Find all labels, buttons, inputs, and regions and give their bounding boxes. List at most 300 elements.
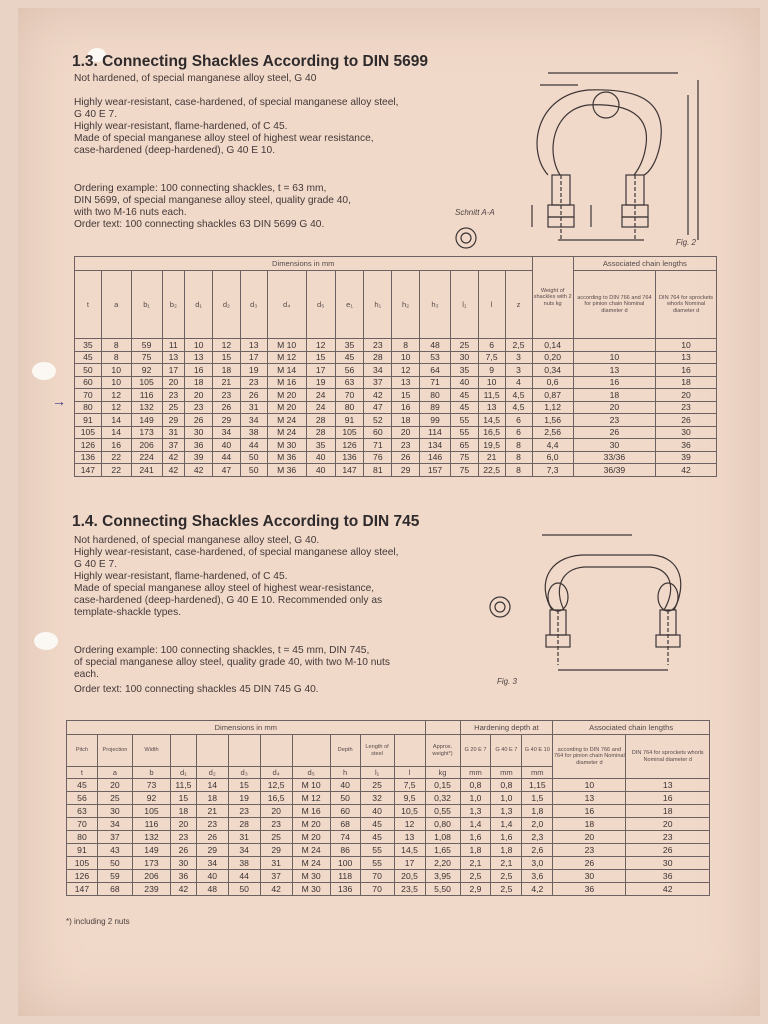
table-cell: 36 — [626, 870, 710, 883]
din5699-dimensions-table — [74, 256, 717, 477]
table-cell: 70 — [360, 870, 394, 883]
table-cell: 15 — [213, 351, 241, 364]
column-header: h₂ — [392, 271, 420, 339]
table-cell: 2,5 — [505, 339, 532, 352]
table-cell: 55 — [450, 414, 478, 427]
punch-hole — [34, 632, 58, 650]
text-line: Order text: 100 connecting shackles 45 DIN 745 G 40. — [74, 684, 319, 695]
table-cell: 23 — [240, 376, 267, 389]
table-cell: 30 — [171, 857, 197, 870]
table-cell: 26 — [656, 414, 717, 427]
table-cell: 70 — [67, 818, 98, 831]
table-cell: 10 — [553, 779, 626, 792]
table-cell: 0,20 — [532, 351, 573, 364]
table-cell: 25 — [162, 401, 185, 414]
table-cell: 17 — [162, 364, 185, 377]
table-cell: 36 — [185, 439, 213, 452]
table-cell: M 20 — [267, 389, 306, 402]
table-cell: 105 — [335, 426, 364, 439]
section-title-din5699: 1.3. Connecting Shackles According to DIN 5699 — [72, 53, 429, 70]
table-cell: 18 — [213, 364, 241, 377]
column-header: l₁ — [360, 767, 394, 779]
table-cell: 35 — [75, 339, 102, 352]
table-cell: 173 — [131, 426, 162, 439]
table-cell: 33/36 — [573, 451, 655, 464]
table-cell: 70 — [335, 389, 364, 402]
table-cell: 44 — [240, 439, 267, 452]
column-header: mm — [460, 767, 491, 779]
table-cell: 30 — [185, 426, 213, 439]
table-cell: 23 — [196, 818, 228, 831]
table-cell: 71 — [420, 376, 451, 389]
table-cell: 59 — [97, 870, 132, 883]
column-header: e₁ — [335, 271, 364, 339]
column-header: d₅ — [306, 271, 335, 339]
column-header: d₅ — [292, 767, 330, 779]
table-cell: M 12 — [292, 792, 330, 805]
table-cell: 0,8 — [460, 779, 491, 792]
table-cell: 26 — [196, 831, 228, 844]
table-cell: M 20 — [292, 831, 330, 844]
table-cell: 12 — [101, 401, 131, 414]
table-cell: 60 — [75, 376, 102, 389]
table-cell: 29 — [260, 844, 292, 857]
table-cell: 80 — [75, 401, 102, 414]
table-cell: 18 — [171, 805, 197, 818]
table-cell: 118 — [330, 870, 360, 883]
table-cell: 59 — [131, 339, 162, 352]
table-cell: 75 — [131, 351, 162, 364]
table-cell: 13 — [394, 831, 425, 844]
head-cell: G 40 E 10 — [522, 735, 553, 767]
table-cell: 16 — [656, 364, 717, 377]
section2-order — [74, 645, 494, 696]
table-cell: 17 — [306, 364, 335, 377]
table-cell: 20 — [171, 818, 197, 831]
table-cell: 105 — [75, 426, 102, 439]
table-cell: 20 — [260, 805, 292, 818]
table-cell: 8 — [101, 351, 131, 364]
table-cell: 76 — [364, 451, 392, 464]
table-cell: 1,08 — [425, 831, 460, 844]
table-cell: 45 — [450, 401, 478, 414]
table-cell: 4 — [505, 376, 532, 389]
table-row — [67, 844, 710, 857]
text-line: Highly wear-resistant, case-hardened, of special manganese alloy steel, — [74, 547, 399, 558]
table-cell: 147 — [75, 464, 102, 477]
table-cell: 40 — [196, 870, 228, 883]
table-cell: 126 — [75, 439, 102, 452]
table-cell: 70 — [75, 389, 102, 402]
section2-description — [74, 535, 494, 619]
table-cell: 40 — [306, 451, 335, 464]
table-cell: 1,65 — [425, 844, 460, 857]
weight-header: Weight of shackles with 2 nuts kg — [532, 257, 573, 339]
table-cell: 2,0 — [522, 818, 553, 831]
table-cell: 14,5 — [394, 844, 425, 857]
table-cell: 1,4 — [491, 818, 522, 831]
table-cell: 16 — [553, 805, 626, 818]
table-cell: 35 — [306, 439, 335, 452]
table-cell: 8 — [505, 451, 532, 464]
table-cell: 15 — [228, 779, 260, 792]
table-row — [75, 351, 717, 364]
table-cell: 23 — [553, 844, 626, 857]
table-cell: 23 — [626, 831, 710, 844]
table-cell: M 16 — [292, 805, 330, 818]
table-cell: 4,2 — [522, 883, 553, 896]
figure-label: Fig. 2 — [676, 238, 697, 247]
table-cell: 4,5 — [505, 389, 532, 402]
text-line: Not hardened, of special manganese alloy steel, G 40. — [74, 535, 320, 546]
table-cell: 35 — [335, 339, 364, 352]
figure-label: Fig. 3 — [497, 677, 518, 686]
chain-subheader: according to DIN 766 and 764 for pinion chain Nominal diameter d — [553, 735, 626, 779]
table-cell: M 20 — [267, 401, 306, 414]
table-cell: 3,6 — [522, 870, 553, 883]
column-header: d₁ — [185, 271, 213, 339]
table-cell: 6,0 — [532, 451, 573, 464]
table-cell: 50 — [97, 857, 132, 870]
text-line: Ordering example: 100 connecting shackles, t = 45 mm, DIN 745, — [74, 645, 370, 656]
table-cell: 13 — [185, 351, 213, 364]
table-cell: 147 — [67, 883, 98, 896]
table-cell: 18 — [553, 818, 626, 831]
table-cell: 63 — [335, 376, 364, 389]
table-row — [67, 818, 710, 831]
table-cell: 239 — [132, 883, 170, 896]
table-cell: 149 — [131, 414, 162, 427]
table-cell: 44 — [213, 451, 241, 464]
table-cell: M 24 — [292, 844, 330, 857]
table-cell: 91 — [335, 414, 364, 427]
table-cell: M 12 — [267, 351, 306, 364]
table-group-header: Dimensions in mm — [75, 257, 533, 271]
table-cell: 92 — [131, 364, 162, 377]
table-cell: 19 — [240, 364, 267, 377]
table-cell: 18 — [656, 376, 717, 389]
table-cell: M 10 — [292, 779, 330, 792]
table-row — [75, 401, 717, 414]
text-line: Ordering example: 100 connecting shackles, t = 63 mm, — [74, 183, 327, 194]
table-cell: 7,3 — [532, 464, 573, 477]
table-cell: 26 — [573, 426, 655, 439]
table-cell: 1,4 — [460, 818, 491, 831]
table-cell: 24 — [306, 401, 335, 414]
table-cell: 18 — [196, 792, 228, 805]
table-cell: 10 — [656, 339, 717, 352]
table-cell: 13 — [573, 364, 655, 377]
column-header: kg — [425, 767, 460, 779]
table-cell: 105 — [67, 857, 98, 870]
table-cell: 3,0 — [522, 857, 553, 870]
table-cell: 42 — [626, 883, 710, 896]
shackle-drawing-fig3 — [482, 515, 702, 685]
table-cell: 136 — [335, 451, 364, 464]
table-cell: 4,5 — [505, 401, 532, 414]
table-cell: 42 — [162, 451, 185, 464]
table-cell: 10 — [573, 351, 655, 364]
table-cell: 30 — [553, 870, 626, 883]
table-row — [75, 376, 717, 389]
table-cell: 1,0 — [491, 792, 522, 805]
table-cell: 1,15 — [522, 779, 553, 792]
table-cell: 26 — [185, 414, 213, 427]
table-cell: 1,6 — [491, 831, 522, 844]
table-cell: 15 — [171, 792, 197, 805]
table-cell: 45 — [75, 351, 102, 364]
text-line: of special manganese alloy steel, quality grade 40, with two M-10 nuts — [74, 657, 390, 668]
table-cell: 45 — [67, 779, 98, 792]
column-header: t — [67, 767, 98, 779]
column-header: b — [132, 767, 170, 779]
table-cell: 6 — [505, 426, 532, 439]
table-cell: 12,5 — [260, 779, 292, 792]
table-footnote: *) including 2 nuts — [66, 917, 130, 926]
table-cell: 17 — [240, 351, 267, 364]
table-cell: 30 — [626, 857, 710, 870]
table-cell: 26 — [626, 844, 710, 857]
table-cell: 42 — [260, 883, 292, 896]
table-cell: 8 — [392, 339, 420, 352]
table-cell: 31 — [260, 857, 292, 870]
table-cell: M 10 — [267, 339, 306, 352]
section-label: Schnitt A-A — [455, 208, 495, 217]
table-row — [75, 464, 717, 477]
table-cell: 105 — [131, 376, 162, 389]
table-cell: 22 — [101, 451, 131, 464]
table-cell: 7,5 — [478, 351, 505, 364]
table-cell: 40 — [450, 376, 478, 389]
head-cell: Width — [132, 735, 170, 767]
table-cell: 14,5 — [478, 414, 505, 427]
table-cell: 60 — [330, 805, 360, 818]
table-cell: 0,8 — [491, 779, 522, 792]
table-cell: 28 — [364, 351, 392, 364]
table-cell: 20 — [185, 389, 213, 402]
table-cell: M 20 — [292, 818, 330, 831]
table-cell: 10 — [185, 339, 213, 352]
table-cell: 42 — [162, 464, 185, 477]
table-cell: 12 — [392, 364, 420, 377]
table-cell: 2,56 — [532, 426, 573, 439]
table-cell: 75 — [450, 464, 478, 477]
punch-hole — [32, 362, 56, 380]
table-cell: 30 — [573, 439, 655, 452]
table-cell: 31 — [228, 831, 260, 844]
column-header: d₁ — [171, 767, 197, 779]
table-cell: M 24 — [267, 426, 306, 439]
table-cell: 29 — [196, 844, 228, 857]
table-cell: 55 — [450, 426, 478, 439]
column-header: h₁ — [364, 271, 392, 339]
table-cell: 13 — [626, 779, 710, 792]
table-cell: 3 — [505, 351, 532, 364]
table-cell: 13 — [392, 376, 420, 389]
table-cell: 13 — [553, 792, 626, 805]
table-cell: 47 — [364, 401, 392, 414]
table-cell: 116 — [131, 389, 162, 402]
table-cell: 8 — [101, 339, 131, 352]
table-row — [75, 339, 717, 352]
column-header: t — [75, 271, 102, 339]
table-cell: M 36 — [267, 464, 306, 477]
table-cell: 132 — [132, 831, 170, 844]
table-cell: 0,32 — [425, 792, 460, 805]
table-cell: M 30 — [292, 883, 330, 896]
table-cell: 99 — [420, 414, 451, 427]
text-line: with two M-16 nuts each. — [74, 207, 187, 218]
table-row — [67, 779, 710, 792]
table-cell: 42 — [185, 464, 213, 477]
hardening-header: Hardening depth at — [460, 721, 553, 735]
table-cell: 30 — [450, 351, 478, 364]
table-cell: 24 — [306, 389, 335, 402]
table-cell: 23 — [364, 339, 392, 352]
table-row — [75, 451, 717, 464]
table-cell: 19 — [306, 376, 335, 389]
table-cell: 15 — [306, 351, 335, 364]
table-cell: 1,0 — [460, 792, 491, 805]
table-cell: 8 — [505, 439, 532, 452]
table-cell: 0,87 — [532, 389, 573, 402]
table-cell: 14 — [101, 414, 131, 427]
table-cell: 12 — [101, 389, 131, 402]
chain-header: Associated chain lengths — [573, 257, 716, 271]
table-cell: 19,5 — [478, 439, 505, 452]
table-cell: 64 — [420, 364, 451, 377]
table-cell: 224 — [131, 451, 162, 464]
table-cell: 18 — [392, 414, 420, 427]
table-cell: 55 — [360, 844, 394, 857]
table-cell: 50 — [228, 883, 260, 896]
text-line: Made of special manganese alloy steel of highest wear resistance, — [74, 133, 374, 144]
table-cell: 55 — [360, 857, 394, 870]
table-cell: 100 — [330, 857, 360, 870]
table-cell: 1,3 — [460, 805, 491, 818]
chain-header: Associated chain lengths — [553, 721, 710, 735]
head-cell: G 40 E 7 — [491, 735, 522, 767]
table-cell: 11 — [162, 339, 185, 352]
column-header: b₁ — [131, 271, 162, 339]
table-cell: 34 — [364, 364, 392, 377]
text-line: Not hardened, of special manganese alloy steel, G 40 — [74, 73, 317, 84]
table-cell: 10 — [101, 364, 131, 377]
table-cell: 37 — [162, 439, 185, 452]
table-cell: 80 — [67, 831, 98, 844]
shackle-drawing-fig2 — [448, 55, 728, 250]
table-cell: 23 — [185, 401, 213, 414]
table-row — [67, 883, 710, 896]
table-cell: 80 — [420, 389, 451, 402]
table-cell: 10,5 — [394, 805, 425, 818]
column-header: a — [101, 271, 131, 339]
table-cell: 31 — [240, 401, 267, 414]
table-cell: 126 — [67, 870, 98, 883]
table-cell: 42 — [364, 389, 392, 402]
column-header: d₃ — [240, 271, 267, 339]
table-cell: 86 — [330, 844, 360, 857]
table-cell: 50 — [330, 792, 360, 805]
head-cell: Approx. weight*) — [425, 735, 460, 767]
table-cell: 0,34 — [532, 364, 573, 377]
table-cell: 147 — [335, 464, 364, 477]
table-row — [67, 870, 710, 883]
table-cell: 23 — [392, 439, 420, 452]
table-cell: 23 — [171, 831, 197, 844]
table-cell: 11,5 — [478, 389, 505, 402]
table-cell: M 14 — [267, 364, 306, 377]
table-row — [67, 805, 710, 818]
table-cell: 114 — [420, 426, 451, 439]
table-cell: 39 — [185, 451, 213, 464]
table-cell: 20 — [553, 831, 626, 844]
table-cell: 56 — [67, 792, 98, 805]
table-cell: 42 — [171, 883, 197, 896]
table-cell: 23 — [656, 401, 717, 414]
column-header: mm — [522, 767, 553, 779]
chain-subheader: according to DIN 766 and 764 for pinion chain Nominal diameter d — [573, 271, 655, 339]
table-cell: 2,3 — [522, 831, 553, 844]
table-cell: 7,5 — [394, 779, 425, 792]
table-cell: 18 — [185, 376, 213, 389]
head-cell: Pitch — [67, 735, 98, 767]
table-cell: 126 — [335, 439, 364, 452]
table-cell: 73 — [132, 779, 170, 792]
table-cell: 149 — [132, 844, 170, 857]
table-cell: 206 — [132, 870, 170, 883]
table-cell: 1,3 — [491, 805, 522, 818]
table-row — [75, 389, 717, 402]
table-cell: 36 — [171, 870, 197, 883]
table-cell: 91 — [75, 414, 102, 427]
table-cell: 71 — [364, 439, 392, 452]
column-header: l — [394, 767, 425, 779]
table-cell: 2,5 — [491, 883, 522, 896]
table-cell: 0,55 — [425, 805, 460, 818]
table-cell: 23,5 — [394, 883, 425, 896]
column-header: l₁ — [450, 271, 478, 339]
table-cell: 29 — [213, 414, 241, 427]
column-header: d₂ — [196, 767, 228, 779]
table-cell: M 30 — [267, 439, 306, 452]
table-cell: 14 — [196, 779, 228, 792]
column-header: d₄ — [260, 767, 292, 779]
table-cell: M 24 — [267, 414, 306, 427]
column-header: b₂ — [162, 271, 185, 339]
table-cell: 50 — [240, 464, 267, 477]
column-header: d₃ — [228, 767, 260, 779]
table-cell: 23 — [573, 414, 655, 427]
text-line: case-hardened (deep-hardened), G 40 E 10. Recommended only as — [74, 595, 383, 606]
table-cell: 45 — [360, 831, 394, 844]
table-cell: 1,8 — [491, 844, 522, 857]
table-cell — [573, 339, 655, 352]
table-cell: 44 — [228, 870, 260, 883]
table-cell: 21 — [478, 451, 505, 464]
table-cell: 23 — [260, 818, 292, 831]
table-cell: 26 — [392, 451, 420, 464]
table-cell: 20 — [626, 818, 710, 831]
table-cell: M 36 — [267, 451, 306, 464]
table-cell: 36/39 — [573, 464, 655, 477]
section-title-din745: 1.4. Connecting Shackles According to DIN 745 — [72, 513, 420, 530]
table-row — [75, 414, 717, 427]
table-cell: 16,5 — [478, 426, 505, 439]
table-cell: 14 — [101, 426, 131, 439]
table-cell: 20 — [392, 426, 420, 439]
table-row — [67, 857, 710, 870]
